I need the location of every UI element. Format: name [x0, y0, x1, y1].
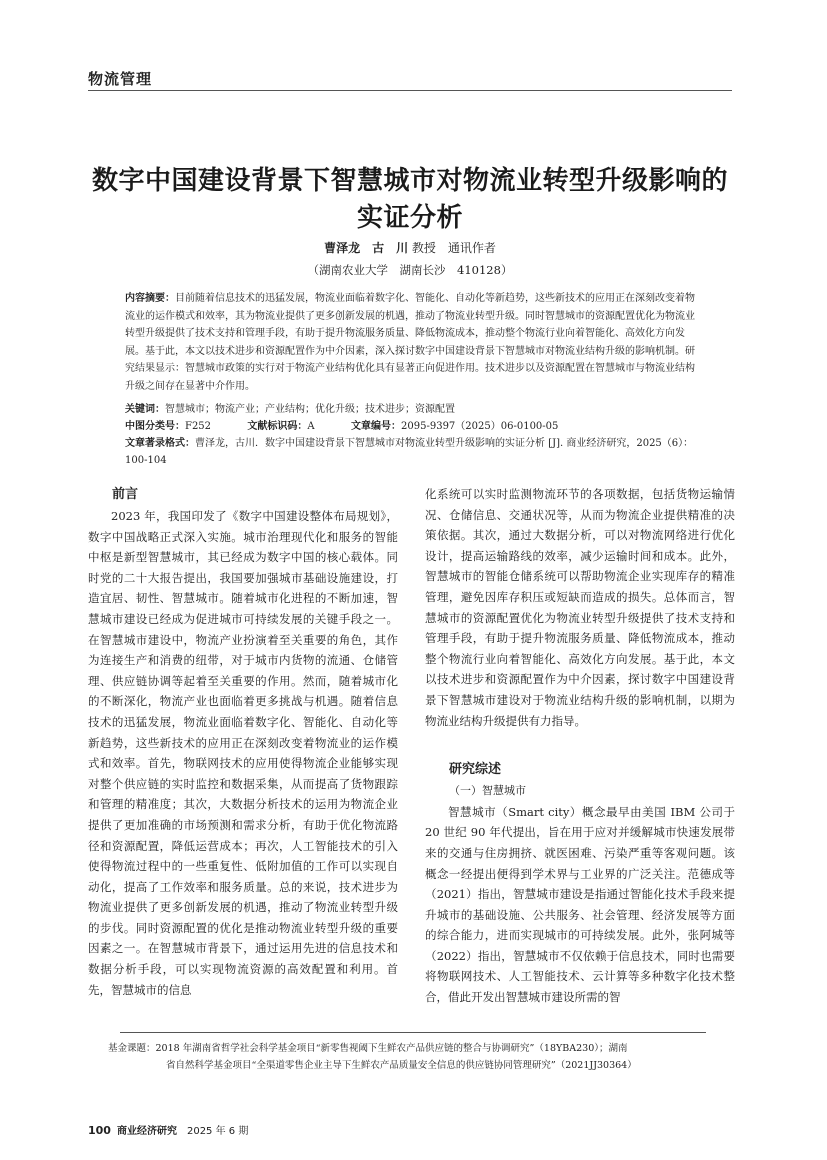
abstract-text: 目前随着信息技术的迅猛发展，物流业面临着数字化、智能化、自动化等新趋势，这些新技术的应用正在深刻改变着物流业的运作模式和效率，其为物流业提供了更多创新发展的机遇，推动了物流业转型升级。同时智慧城市的资源配置优化为物流业转型升级提供了技术支持和管理手段，有助于提升物流服务质量、降低物流成本，推动整个物流行业向着智能化、高效化方向发展。基于此，本文以技术进步和资源配置作为中介因素，深入探讨数字中国建设背景下智慧城市对物流业结构升级的影响机制。研究结果显示：智慧城市政策的实行对于物流产业结构优化具有显著正向促进作用。技术进步以及资源配置在智慧城市与物流业结构升级之间存在显著中介作用。	[125, 293, 695, 392]
citation-text: 曹泽龙，古川．数字中国建设背景下智慧城市对物流业转型升级影响的实证分析 [J]. 商业经济研究，2025（6）：100-104	[125, 438, 694, 466]
page-number: 100	[88, 1124, 111, 1137]
classification-row	[125, 418, 697, 435]
author-names: 曹泽龙 古 川	[324, 241, 409, 255]
author-roles: 教授 通讯作者	[411, 241, 496, 255]
page-footer	[88, 1122, 248, 1137]
review-subheading: （一）智慧城市	[449, 784, 526, 798]
citation-label: 文章著录格式：	[125, 438, 195, 449]
authors	[88, 239, 732, 256]
section-header: 物流管理	[88, 70, 153, 88]
header-rule	[88, 90, 732, 91]
abstract-label: 内容摘要：	[125, 293, 175, 304]
clc-label: 中图分类号：	[125, 421, 185, 432]
issue: 2025 年 6 期	[186, 1126, 249, 1137]
right-column	[425, 484, 735, 1008]
article-title: 数字中国建设背景下智慧城市对物流业转型升级影响的实证分析	[91, 166, 728, 233]
footnote-line: 省自然科学基金项目“全渠道零售企业主导下生鲜农产品质量安全信息的供应链协同管理研究”（2021JJ30364）	[166, 1060, 637, 1071]
preface-heading: 前言	[112, 487, 139, 502]
article-number-value: 2095-9397（2025）06-0100-05	[401, 421, 559, 432]
body-paragraph: 2023 年，我国印发了《数字中国建设整体布局规划》，数字中国战略正式深入实施。城市治理现代化和服务的智能中枢是新型智慧城市，其已经成为数字中国的核心载体。同时党的二十大报告提出，我国要加强城市基础设施建设，打造宜居、韧性、智慧城市。随着城市化进程的不断加速，智慧城市建设已经成为促进城市可持续发展的关键手段之一。在智慧城市建设中，物流产业扮演着至关重要的角色，其作为连接生产和消费的纽带，对于城市内货物的流通、仓储管理、供应链协调等起着至关重要的作用。然而，随着城市化的不断深化，物流产业也面临着更多挑战与机遇。随着信息技术的迅猛发展，物流业面临着数字化、智能化、自动化等新趋势，这些新技术的应用正在深刻改变着物流业的运作模式和效率。首先，物联网技术的应用使得物流企业能够实现对整个供应链的实时监控和数据采集，从而提高了货物跟踪和管理的精准度；其次，大数据分析技术的运用为物流企业提供了更加准确的市场预测和需求分析，有助于优化物流路径和资源配置，降低运营成本；再次，人工智能技术的引入使得物流过程中的一些重复性、低附加值的工作可以实现自动化，提高了工作效率和服务质量。总的来说，技术进步为物流业提供了更多创新发展的机遇，推动了物流业转型升级的步伐。同时资源配置的优化是推动物流业转型升级的重要因素之一。在智慧城市背景下，通过运用先进的信息技术和数据分析手段，可以实现物流资源的高效配置和利用。首先，智慧城市的信息	[88, 509, 398, 997]
left-column	[88, 484, 398, 1000]
footnote-rule	[120, 1032, 706, 1033]
funding-footnote	[108, 1040, 728, 1074]
keywords	[125, 401, 697, 418]
journal-name: 商业经济研究	[116, 1126, 177, 1137]
review-heading: 研究综述	[449, 762, 502, 778]
keywords-text: 智慧城市；物流产业；产业结构；优化升级；技术进步；资源配置	[165, 404, 455, 415]
body-paragraph: 智慧城市（Smart city）概念最早由美国 IBM 公司于 20 世纪 90 年代提出，旨在用于应对并缓解城市快速发展带来的交通与住房拥挤、就医困难、污染严重等客观问题。该概念一经提出便得到学术界与工业界的广泛关注。范德成等（2021）指出，智慧城市建设是指通过智能化技术手段来提升城市的基础设施、公共服务、社会管理、经济发展等方面的综合能力，进而实现城市的可持续发展。此外，张阿城等（2022）指出，智慧城市不仅依赖于信息技术，同时也需要将物联网技术、人工智能技术、云计算等多种数字化技术整合，借此开发出智慧城市建设所需的智	[425, 804, 735, 1005]
keywords-label: 关键词：	[125, 404, 165, 415]
doc-value: A	[307, 421, 315, 432]
clc-value: F252	[185, 421, 212, 432]
body-paragraph: 化系统可以实时监测物流环节的各项数据，包括货物运输情况、仓储信息、交通状况等，从而为物流企业提供精准的决策依据。其次，通过大数据分析，可以对物流网络进行优化设计，提高运输路线的效率，减少运输时间和成本。此外，智慧城市的智能仓储系统可以帮助物流企业实现库存的精准管理，避免因库存积压或短缺而造成的损失。总体而言，智慧城市的资源配置优化为物流业转型升级提供了技术支持和管理手段，有助于提升物流服务质量、降低物流成本，推动整个物流行业向着智能化、高效化方向发展。基于此，本文以技术进步和资源配置作为中介因素，探讨数字中国建设背景下智慧城市建设对于物流业结构升级的影响机制，以期为物流业结构升级提供有力指导。	[425, 487, 735, 728]
footnote-line: 基金课题：2018 年湖南省哲学社会科学基金项目“新零售视阈下生鲜农产品供应链的整合与协调研究”（18YBA230）；湖南	[108, 1043, 628, 1054]
affiliation: （湖南农业大学 湖南长沙 410128）	[307, 263, 513, 277]
article-number-label: 文章编号：	[351, 421, 402, 432]
abstract	[125, 290, 697, 395]
citation	[125, 435, 697, 469]
doc-label: 文献标识码：	[247, 421, 308, 432]
